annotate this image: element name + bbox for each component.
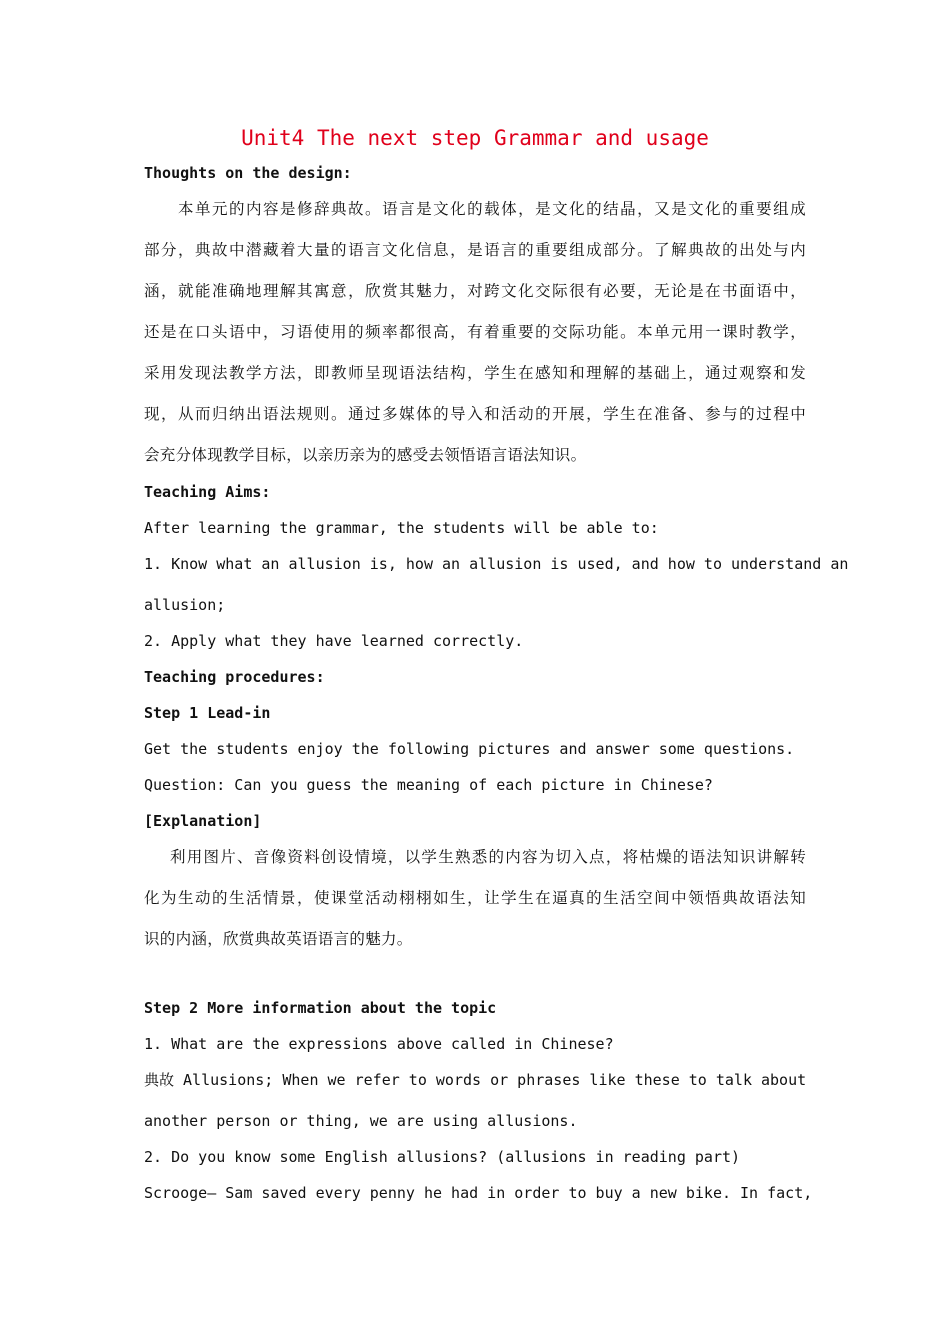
design-paragraph-line: 还是在口头语中，习语使用的频率都很高，有着重要的交际功能。本单元用一课时教学， — [144, 323, 806, 341]
step1-heading: Step 1 Lead-in — [144, 704, 271, 722]
design-paragraph-line: 本单元的内容是修辞典故。语言是文化的载体，是文化的结晶，又是文化的重要组成 — [178, 200, 806, 218]
design-paragraph-line: 部分，典故中潜藏着大量的语言文化信息，是语言的重要组成部分。了解典故的出处与内 — [144, 241, 806, 259]
aims-item-1-continued: allusion; — [144, 596, 226, 614]
explanation-paragraph-line: 化为生动的生活情景，使课堂活动栩栩如生，让学生在逼真的生活空间中领悟典故语法知 — [144, 889, 806, 907]
explanation-heading: [Explanation] — [144, 812, 262, 830]
aims-item-2: 2. Apply what they have learned correctly. — [144, 632, 524, 650]
step2-scrooge-line: Scrooge— Sam saved every penny he had in order to buy a new bike. In fact, — [144, 1184, 813, 1202]
step2-answer-1-continued: another person or thing, we are using allusions. — [144, 1112, 578, 1130]
design-paragraph-line: 会充分体现教学目标，以亲历亲为的感受去领悟语言语法知识。 — [144, 446, 587, 464]
design-paragraph-line: 现，从而归纳出语法规则。通过多媒体的导入和活动的开展，学生在准备、参与的过程中 — [144, 405, 806, 423]
design-paragraph-line: 涵，就能准确地理解其寓意，欣赏其魅力，对跨文化交际很有必要，无论是在书面语中， — [144, 282, 806, 300]
step2-heading: Step 2 More information about the topic — [144, 999, 497, 1017]
document-title: Unit4 The next step Grammar and usage — [241, 126, 709, 150]
step2-question-2: 2. Do you know some English allusions? (allusions in reading part) — [144, 1148, 741, 1166]
step2-answer-1: 典故 Allusions; When we refer to words or phrases like these to talk about — [144, 1071, 807, 1089]
step1-question: Question: Can you guess the meaning of each picture in Chinese? — [144, 776, 713, 794]
step1-line: Get the students enjoy the following pictures and answer some questions. — [144, 740, 795, 758]
aims-intro: After learning the grammar, the students will be able to: — [144, 519, 659, 537]
aims-heading: Teaching Aims: — [144, 483, 271, 501]
design-heading: Thoughts on the design: — [144, 164, 352, 182]
explanation-paragraph-line: 识的内涵，欣赏典故英语语言的魅力。 — [144, 930, 413, 948]
aims-item-1: 1. Know what an allusion is, how an allusion is used, and how to understand an — [144, 555, 849, 573]
step2-question-1: 1. What are the expressions above called in Chinese? — [144, 1035, 614, 1053]
procedures-heading: Teaching procedures: — [144, 668, 325, 686]
explanation-paragraph-line: 利用图片、音像资料创设情境，以学生熟悉的内容为切入点，将枯燥的语法知识讲解转 — [170, 848, 806, 866]
design-paragraph-line: 采用发现法教学方法，即教师呈现语法结构，学生在感知和理解的基础上，通过观察和发 — [144, 364, 806, 382]
